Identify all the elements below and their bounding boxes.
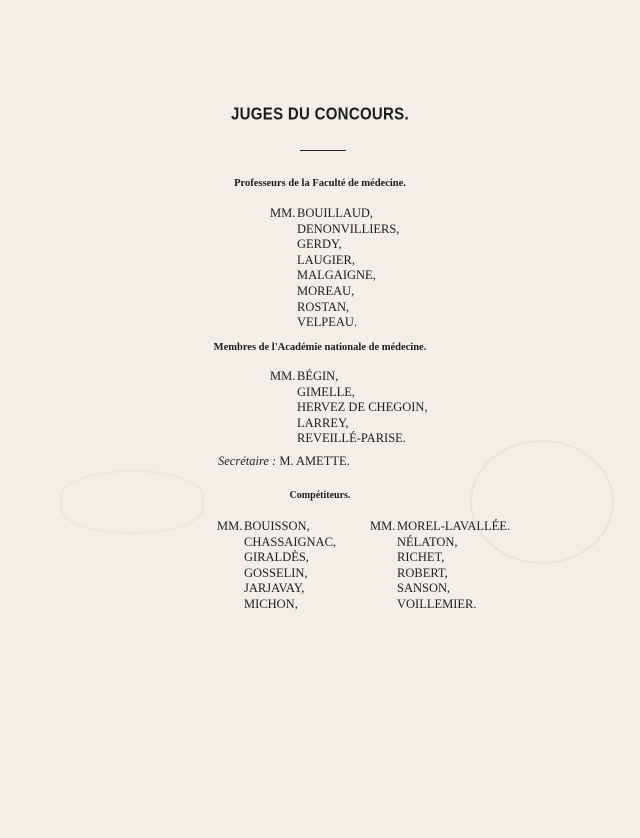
list-item: RICHET, bbox=[397, 550, 445, 565]
list-item: BÉGIN, bbox=[297, 369, 339, 383]
list-item: JARJAVAY, bbox=[244, 581, 305, 596]
competiteurs-right-prefix: MM. bbox=[370, 519, 396, 533]
list-item: BOUILLAUD, bbox=[297, 206, 374, 220]
list-item: LAUGIER, bbox=[297, 252, 355, 267]
list-item: GERDY, bbox=[297, 237, 342, 252]
secretaire-value: M. AMETTE. bbox=[279, 454, 350, 468]
page-title: JUGES DU CONCOURS. bbox=[231, 104, 409, 125]
competiteurs-left-prefix: MM. bbox=[217, 519, 243, 533]
membres-list bbox=[297, 369, 428, 447]
list-item: GOSSELIN, bbox=[244, 565, 308, 580]
secretaire-label: Secrétaire : bbox=[218, 454, 277, 468]
list-item: NÉLATON, bbox=[397, 534, 458, 549]
membres-prefix: MM. bbox=[270, 369, 296, 383]
bleed-through-stamp bbox=[60, 470, 204, 534]
list-item: GIMELLE, bbox=[297, 384, 355, 399]
list-item: GIRALDÈS, bbox=[244, 550, 309, 565]
professeurs-prefix: MM. bbox=[270, 206, 296, 220]
membres-heading: Membres de l'Académie nationale de médecine. bbox=[213, 342, 427, 353]
list-item: MALGAIGNE, bbox=[297, 268, 376, 283]
list-item: ROBERT, bbox=[397, 565, 448, 580]
list-item: MICHON, bbox=[244, 596, 298, 611]
professeurs-heading: Professeurs de la Faculté de médecine. bbox=[234, 178, 406, 189]
list-item: MOREAU, bbox=[297, 283, 355, 298]
list-item: BOUISSON, bbox=[244, 519, 310, 533]
list-item: ROSTAN, bbox=[297, 299, 350, 314]
list-item: REVEILLÉ-PARISE. bbox=[297, 431, 406, 446]
list-item: LARREY, bbox=[297, 415, 349, 430]
secretaire-line bbox=[218, 454, 350, 469]
list-item: SANSON, bbox=[397, 581, 451, 596]
list-item: HERVEZ DE CHEGOIN, bbox=[297, 400, 428, 415]
list-item: MOREL-LAVALLÉE. bbox=[397, 519, 511, 533]
competiteurs-heading: Compétiteurs. bbox=[289, 490, 351, 501]
title-rule bbox=[300, 150, 346, 151]
list-item: VOILLEMIER. bbox=[397, 596, 477, 611]
competiteurs-left-list bbox=[244, 519, 336, 613]
professeurs-list bbox=[297, 206, 399, 331]
list-item: VELPEAU. bbox=[297, 315, 358, 330]
list-item: DENONVILLIERS, bbox=[297, 221, 400, 236]
list-item: CHASSAIGNAC, bbox=[244, 534, 337, 549]
competiteurs-right-list bbox=[397, 519, 510, 613]
